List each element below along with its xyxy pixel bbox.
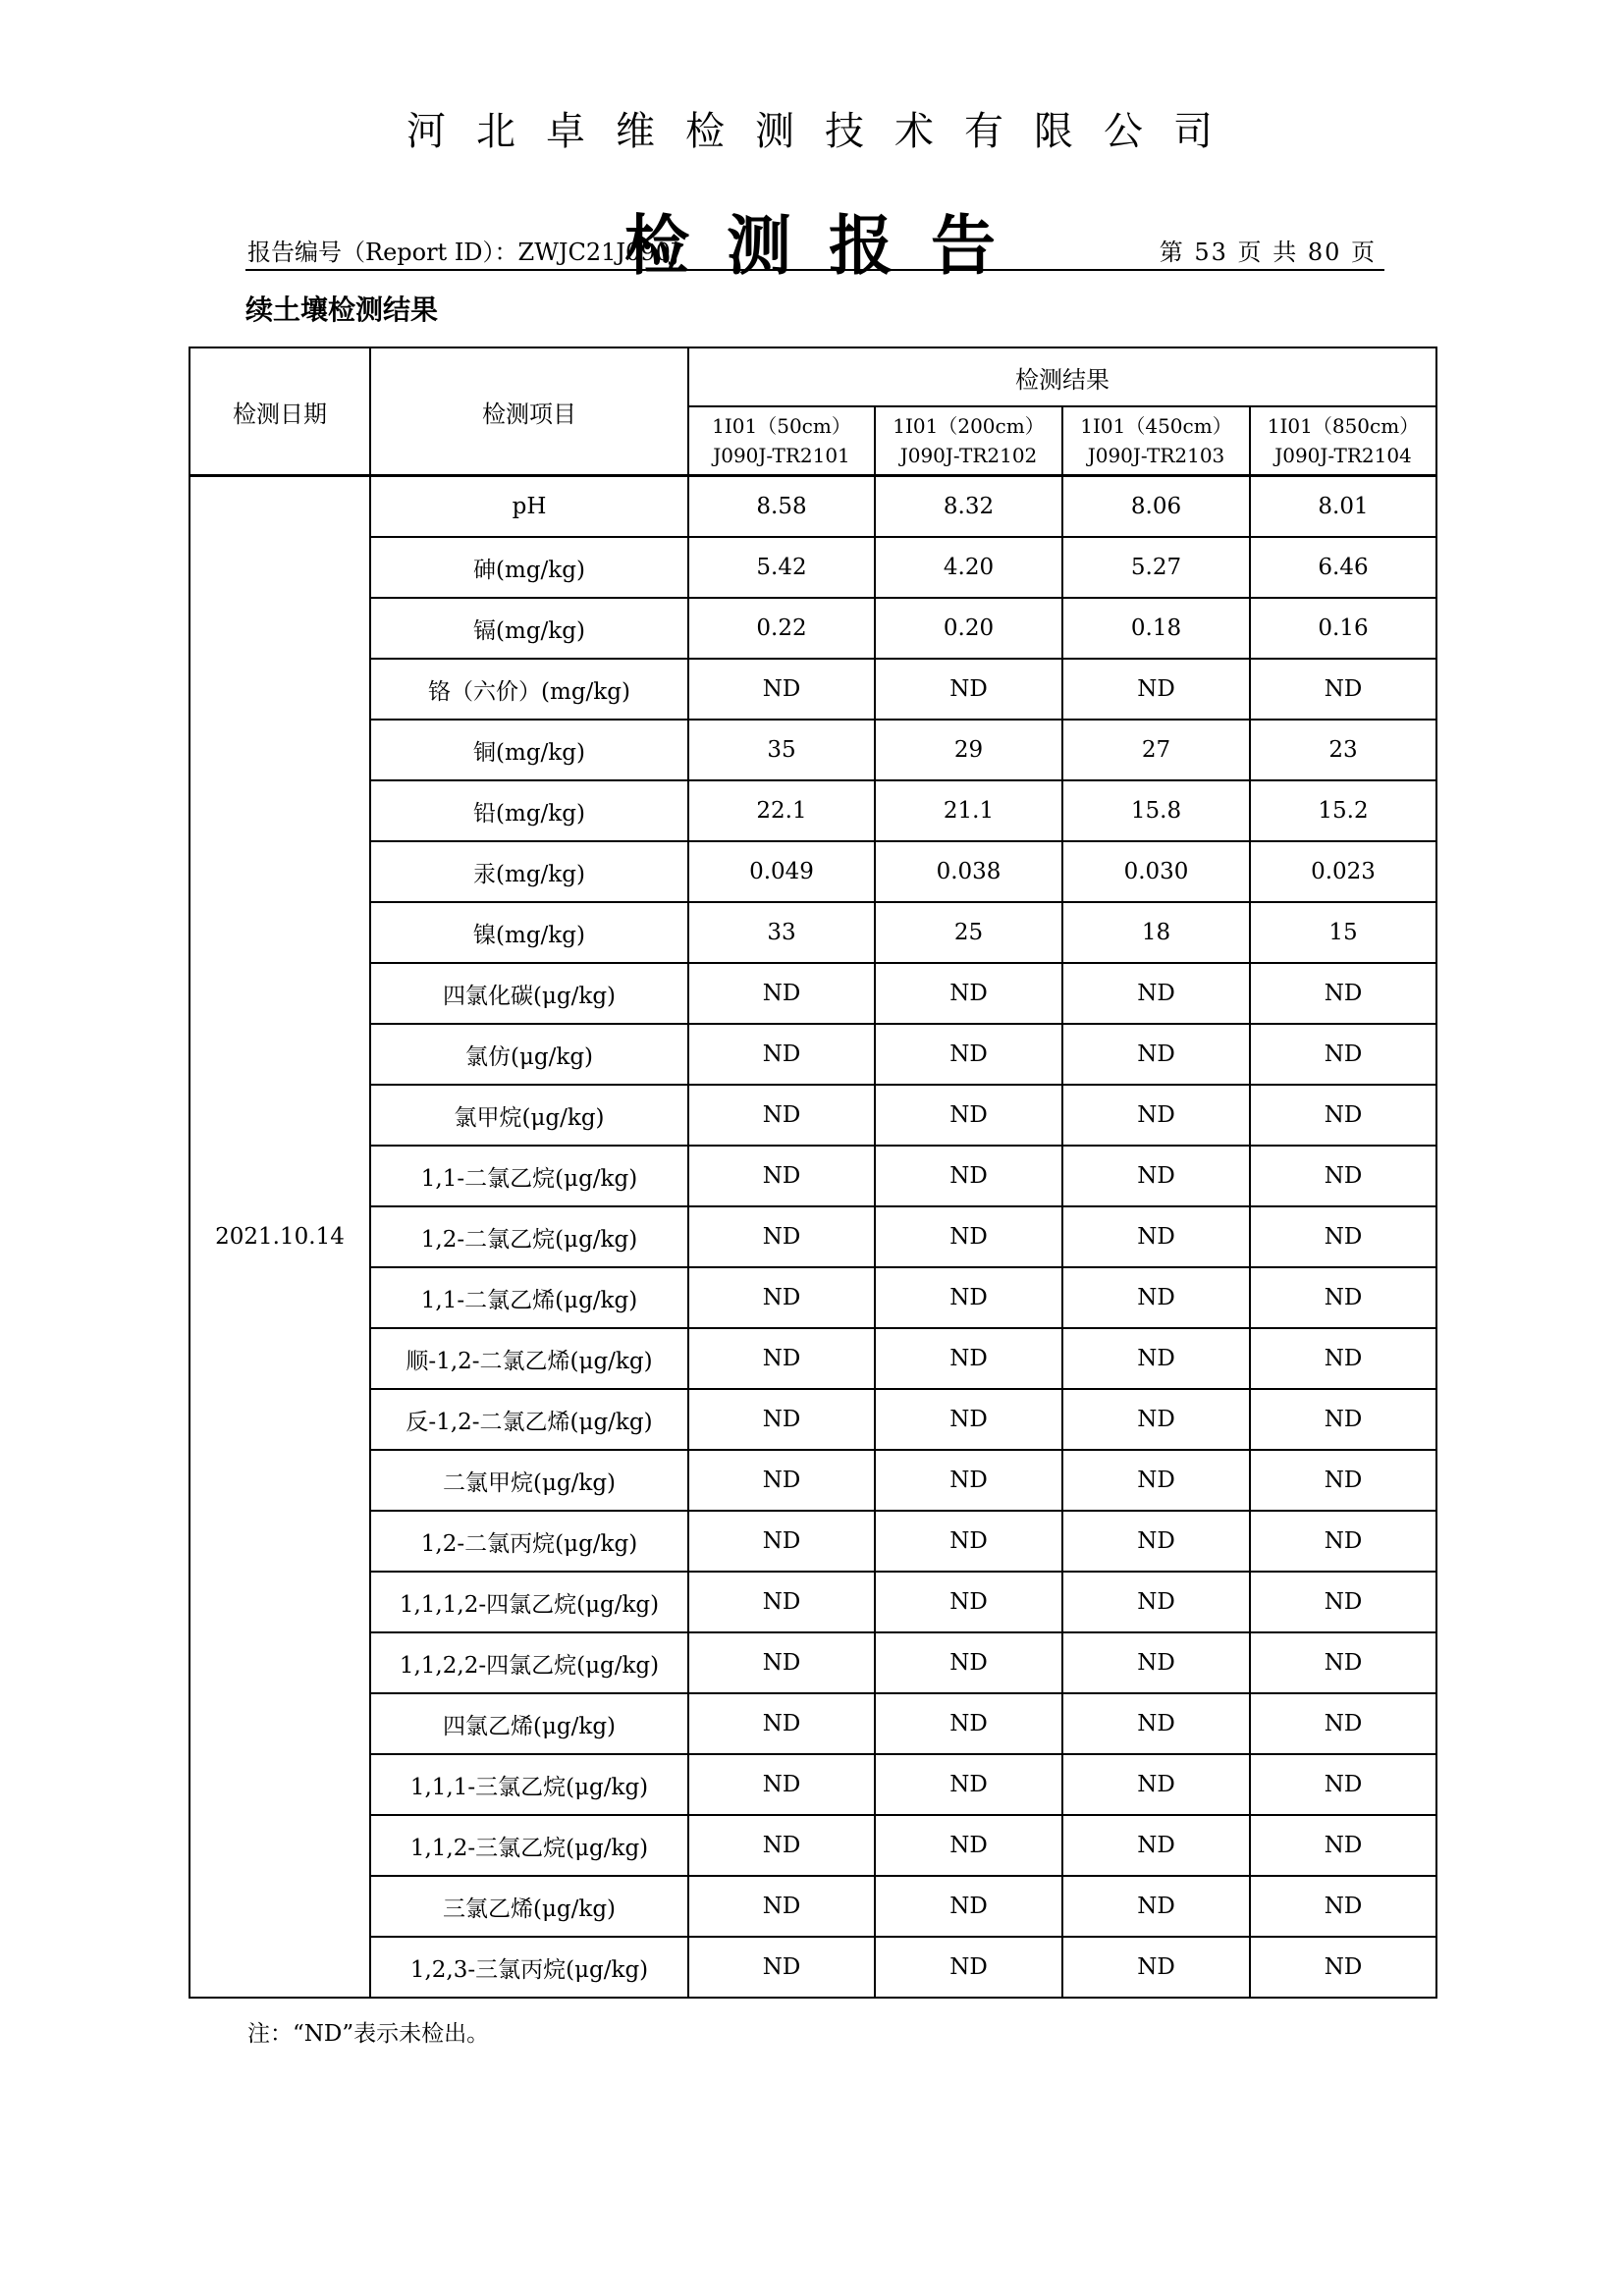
test-item: 1,1,1-三氯乙烷(μg/kg) (370, 1754, 688, 1815)
result-value: ND (1250, 1024, 1436, 1085)
result-value: ND (688, 1389, 875, 1450)
result-value: ND (688, 1450, 875, 1511)
result-value: ND (875, 1876, 1062, 1937)
result-value: 18 (1062, 902, 1250, 963)
result-value: ND (688, 1632, 875, 1693)
result-value: 8.01 (1250, 476, 1436, 538)
result-value: 5.27 (1062, 537, 1250, 598)
table-row (189, 1511, 1436, 1572)
sample-code: J090J-TR2104 (1274, 444, 1412, 467)
result-value: ND (688, 1024, 875, 1085)
table-row (189, 476, 1436, 538)
page-number: 第 53 页 共 80 页 (1159, 239, 1377, 266)
result-value: ND (1250, 1815, 1436, 1876)
result-value: ND (875, 1632, 1062, 1693)
result-value: ND (1250, 1085, 1436, 1146)
table-row (189, 1146, 1436, 1206)
result-value: 35 (688, 720, 875, 780)
result-value: ND (1250, 1693, 1436, 1754)
result-value: ND (688, 963, 875, 1024)
result-value: 27 (1062, 720, 1250, 780)
result-value: ND (1250, 1267, 1436, 1328)
result-value: ND (1062, 1206, 1250, 1267)
sample-header (875, 406, 1062, 476)
result-value: ND (875, 1572, 1062, 1632)
table-row (189, 1085, 1436, 1146)
result-value: 15.2 (1250, 780, 1436, 841)
result-value: ND (1250, 1389, 1436, 1450)
sample-location: 1I01（200cm） (893, 414, 1045, 438)
report-id: 报告编号（Report ID）：ZWJC21J090J (247, 239, 680, 266)
result-value: ND (688, 1754, 875, 1815)
table-row (189, 1572, 1436, 1632)
result-value: ND (1250, 1876, 1436, 1937)
test-item: 1,2-二氯乙烷(μg/kg) (370, 1206, 688, 1267)
table-row (189, 902, 1436, 963)
result-value: ND (688, 1937, 875, 1998)
table-row (189, 1693, 1436, 1754)
header-item: 检测项目 (370, 347, 688, 476)
result-value: ND (1062, 1572, 1250, 1632)
result-value: ND (1062, 1876, 1250, 1937)
test-item: 氯仿(μg/kg) (370, 1024, 688, 1085)
header-date: 检测日期 (189, 347, 370, 476)
test-item: 反-1,2-二氯乙烯(μg/kg) (370, 1389, 688, 1450)
header-results: 检测结果 (688, 347, 1436, 406)
result-value: ND (875, 1511, 1062, 1572)
result-value: ND (1062, 1815, 1250, 1876)
result-value: ND (1062, 1328, 1250, 1389)
sample-location: 1I01（50cm） (712, 414, 851, 438)
table-row (189, 537, 1436, 598)
report-title: 检测报告 (624, 208, 1033, 284)
test-item: 1,1-二氯乙烷(μg/kg) (370, 1146, 688, 1206)
result-value: ND (1062, 1085, 1250, 1146)
table-row (189, 659, 1436, 720)
result-value: ND (1062, 1693, 1250, 1754)
result-value: ND (688, 1146, 875, 1206)
result-value: 29 (875, 720, 1062, 780)
table-row (189, 1632, 1436, 1693)
result-value: ND (875, 1450, 1062, 1511)
result-value: ND (1062, 1024, 1250, 1085)
table-row (189, 963, 1436, 1024)
test-item: 1,1,2-三氯乙烷(μg/kg) (370, 1815, 688, 1876)
result-value: ND (1062, 1511, 1250, 1572)
test-item: 汞(mg/kg) (370, 841, 688, 902)
result-value: 21.1 (875, 780, 1062, 841)
result-value: ND (1062, 659, 1250, 720)
result-value: ND (875, 963, 1062, 1024)
table-row (189, 1754, 1436, 1815)
test-item: 1,1-二氯乙烯(μg/kg) (370, 1267, 688, 1328)
test-item: 三氯乙烯(μg/kg) (370, 1876, 688, 1937)
result-value: 0.038 (875, 841, 1062, 902)
result-value: 8.58 (688, 476, 875, 538)
table-row (189, 841, 1436, 902)
test-item: 1,1,2,2-四氯乙烷(μg/kg) (370, 1632, 688, 1693)
result-value: ND (875, 1937, 1062, 1998)
sample-code: J090J-TR2102 (899, 444, 1038, 467)
table-row (189, 1450, 1436, 1511)
table-row (189, 1024, 1436, 1085)
result-value: 0.22 (688, 598, 875, 659)
result-value: ND (1250, 1146, 1436, 1206)
test-item: 顺-1,2-二氯乙烯(μg/kg) (370, 1328, 688, 1389)
result-value: ND (688, 1572, 875, 1632)
sample-code: J090J-TR2101 (713, 444, 850, 467)
result-value: ND (1250, 1572, 1436, 1632)
result-value: 0.049 (688, 841, 875, 902)
test-item: 铅(mg/kg) (370, 780, 688, 841)
result-value: ND (875, 1206, 1062, 1267)
company-name: 河北卓维检测技术有限公司 (406, 109, 1243, 154)
result-value: ND (1062, 1146, 1250, 1206)
sample-code: J090J-TR2103 (1087, 444, 1225, 467)
test-item: 四氯化碳(μg/kg) (370, 963, 688, 1024)
table-row (189, 1206, 1436, 1267)
result-value: 0.16 (1250, 598, 1436, 659)
result-value: 8.06 (1062, 476, 1250, 538)
result-value: ND (1062, 1632, 1250, 1693)
report-header-line (245, 236, 1384, 271)
result-value: ND (688, 1267, 875, 1328)
test-item: pH (370, 476, 688, 538)
result-value: ND (1062, 963, 1250, 1024)
test-item: 1,2,3-三氯丙烷(μg/kg) (370, 1937, 688, 1998)
result-value: 6.46 (1250, 537, 1436, 598)
sample-header (1062, 406, 1250, 476)
footnote: 注：“ND”表示未检出。 (247, 2021, 490, 2047)
table-row (189, 598, 1436, 659)
result-value: ND (1062, 1754, 1250, 1815)
result-value: ND (875, 1328, 1062, 1389)
result-value: 33 (688, 902, 875, 963)
result-value: 15 (1250, 902, 1436, 963)
result-value: ND (875, 1024, 1062, 1085)
test-item: 砷(mg/kg) (370, 537, 688, 598)
test-item: 镉(mg/kg) (370, 598, 688, 659)
table-row (189, 1267, 1436, 1328)
result-value: 22.1 (688, 780, 875, 841)
test-item: 1,2-二氯丙烷(μg/kg) (370, 1511, 688, 1572)
result-value: ND (688, 1085, 875, 1146)
table-row (189, 1815, 1436, 1876)
result-value: 8.32 (875, 476, 1062, 538)
table-row (189, 720, 1436, 780)
result-value: 5.42 (688, 537, 875, 598)
result-value: 23 (1250, 720, 1436, 780)
result-value: ND (875, 1085, 1062, 1146)
result-value: ND (1250, 1511, 1436, 1572)
table-row (189, 1328, 1436, 1389)
result-value: ND (688, 1693, 875, 1754)
test-item: 铬（六价）(mg/kg) (370, 659, 688, 720)
sample-header (1250, 406, 1436, 476)
result-value: ND (875, 1267, 1062, 1328)
sample-location: 1I01（450cm） (1080, 414, 1232, 438)
result-value: ND (1250, 659, 1436, 720)
result-value: ND (1250, 1937, 1436, 1998)
result-value: 4.20 (875, 537, 1062, 598)
result-value: ND (1250, 1450, 1436, 1511)
result-value: ND (1250, 1754, 1436, 1815)
result-value: ND (1062, 1937, 1250, 1998)
table-row (189, 780, 1436, 841)
sample-location: 1I01（850cm） (1267, 414, 1420, 438)
result-value: ND (875, 1146, 1062, 1206)
result-value: 0.20 (875, 598, 1062, 659)
result-value: ND (875, 1754, 1062, 1815)
result-value: 0.030 (1062, 841, 1250, 902)
section-title: 续土壤检测结果 (245, 294, 439, 326)
result-value: 15.8 (1062, 780, 1250, 841)
result-value: 0.18 (1062, 598, 1250, 659)
table-row (189, 1876, 1436, 1937)
result-value: ND (1250, 963, 1436, 1024)
result-value: ND (688, 1876, 875, 1937)
result-value: ND (688, 659, 875, 720)
result-value: ND (688, 1206, 875, 1267)
result-value: ND (1062, 1450, 1250, 1511)
result-value: ND (875, 1815, 1062, 1876)
result-value: ND (688, 1815, 875, 1876)
result-value: ND (1250, 1206, 1436, 1267)
result-value: 25 (875, 902, 1062, 963)
test-date: 2021.10.14 (189, 476, 370, 1999)
result-value: ND (1062, 1267, 1250, 1328)
result-value: ND (1250, 1328, 1436, 1389)
result-value: ND (688, 1328, 875, 1389)
result-value: ND (1062, 1389, 1250, 1450)
result-value: ND (1250, 1632, 1436, 1693)
result-value: ND (688, 1511, 875, 1572)
table-row (189, 1937, 1436, 1998)
result-value: ND (875, 1389, 1062, 1450)
test-item: 1,1,1,2-四氯乙烷(μg/kg) (370, 1572, 688, 1632)
sample-header (688, 406, 875, 476)
test-item: 二氯甲烷(μg/kg) (370, 1450, 688, 1511)
table-row (189, 1389, 1436, 1450)
results-table (189, 347, 1437, 1999)
test-item: 镍(mg/kg) (370, 902, 688, 963)
result-value: ND (875, 659, 1062, 720)
result-value: ND (875, 1693, 1062, 1754)
result-value: 0.023 (1250, 841, 1436, 902)
test-item: 氯甲烷(μg/kg) (370, 1085, 688, 1146)
test-item: 四氯乙烯(μg/kg) (370, 1693, 688, 1754)
test-item: 铜(mg/kg) (370, 720, 688, 780)
